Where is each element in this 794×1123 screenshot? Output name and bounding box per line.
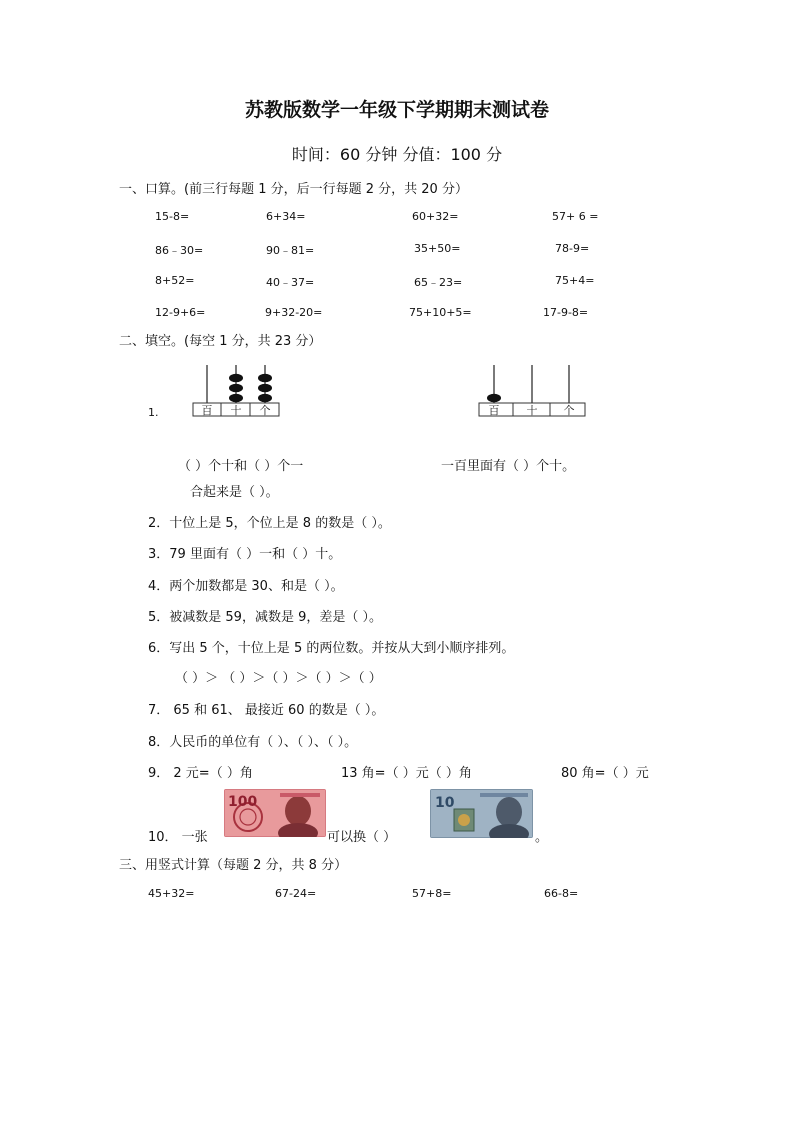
abacus-bead (258, 394, 272, 403)
arith-item: 9+32-20= (265, 306, 323, 319)
question-10a: 10． 一张 (148, 830, 208, 845)
question-9c: 80 角=（ ）元 (561, 766, 649, 781)
page-title: 苏教版数学一年级下学期期末测试卷 (244, 99, 549, 121)
arith-item: 75+10+5= (409, 306, 472, 319)
q1-left-line2: 合起来是（ ）。 (190, 485, 279, 500)
page-subtitle: 时间：60 分钟 分值：100 分 (291, 145, 503, 164)
abacus-right (476, 363, 588, 419)
abacus-bead (229, 374, 243, 383)
arith-item: 12-9+6= (155, 306, 206, 319)
abacus-bead (258, 374, 272, 383)
abacus-label-tens: 十 (526, 404, 538, 417)
abacus-bead (229, 394, 243, 403)
section1-heading: 一、口算。(前三行每题 1 分，后一行每题 2 分，共 20 分） (119, 182, 468, 197)
arith-item: 40﹣37= (266, 276, 315, 289)
question-8: 8．人民币的单位有（ ）、（ ）、（ ）。 (148, 735, 358, 750)
arith-item: 57+ 6 = (552, 210, 599, 223)
abacus-bead (229, 384, 243, 393)
arith-item: 15-8= (155, 210, 190, 223)
arith-item: 35+50= (414, 242, 461, 255)
arith-item: 78-9= (555, 242, 590, 255)
arith-item: 8+52= (155, 274, 195, 287)
question-7: 7． 65 和 61、 最接近 60 的数是（ ）。 (148, 703, 385, 718)
q1-right: 一百里面有（ ）个十。 (441, 459, 576, 474)
note-10-denomination: 10 (435, 795, 455, 811)
question-9a: 9． 2 元=（ ）角 (148, 766, 253, 781)
abacus-bead (258, 384, 272, 393)
arith-item: 17-9-8= (543, 306, 589, 319)
arith-item: 65﹣23= (414, 276, 463, 289)
abacus-label-ones: 个 (563, 404, 575, 417)
abacus-label-hundreds: 百 (488, 404, 500, 417)
section3-heading: 三、用竖式计算（每题 2 分，共 8 分） (119, 858, 348, 873)
banknote-10-image (430, 789, 533, 838)
vertical-calc-item: 67-24= (275, 887, 317, 900)
question-10c: 。 (535, 830, 549, 845)
question-6: 6．写出 5 个，十位上是 5 的两位数。并按从大到小顺序排列。 (148, 641, 515, 656)
q1-left-line1: （ ）个十和（ ）个一 (178, 459, 304, 474)
question-3: 3．79 里面有（ ）一和（ ）十。 (148, 547, 342, 562)
question-10b: 可以换（ ） (327, 830, 397, 845)
abacus-label-ones: 个 (259, 404, 271, 417)
arith-item: 60+32= (412, 210, 459, 223)
abacus-label-tens: 十 (230, 404, 242, 417)
question-5: 5．被减数是 59，减数是 9，差是（ ）。 (148, 610, 382, 625)
arith-item: 75+4= (555, 274, 595, 287)
banknote-100-image (224, 789, 326, 837)
abacus-left (190, 363, 282, 419)
note-100-denomination: 100 (228, 794, 258, 810)
abacus-label-hundreds: 百 (201, 404, 213, 417)
question-4: 4．两个加数都是 30、和是（ ）。 (148, 579, 344, 594)
question-6-order: （ ）＞ （ ）＞（ ）＞（ ）＞（ ） (175, 671, 382, 686)
arith-item: 86﹣30= (155, 244, 204, 257)
vertical-calc-item: 45+32= (148, 887, 195, 900)
question-9b: 13 角=（ ）元（ ）角 (341, 766, 472, 781)
question-2: 2．十位上是 5，个位上是 8 的数是（ ）。 (148, 516, 391, 531)
vertical-calc-item: 66-8= (544, 887, 579, 900)
arith-item: 6+34= (266, 210, 306, 223)
abacus-bead (487, 394, 501, 403)
question-number: 1. (148, 406, 159, 419)
section2-heading: 二、填空。(每空 1 分，共 23 分） (119, 334, 322, 349)
vertical-calc-item: 57+8= (412, 887, 452, 900)
arith-item: 90﹣81= (266, 244, 315, 257)
